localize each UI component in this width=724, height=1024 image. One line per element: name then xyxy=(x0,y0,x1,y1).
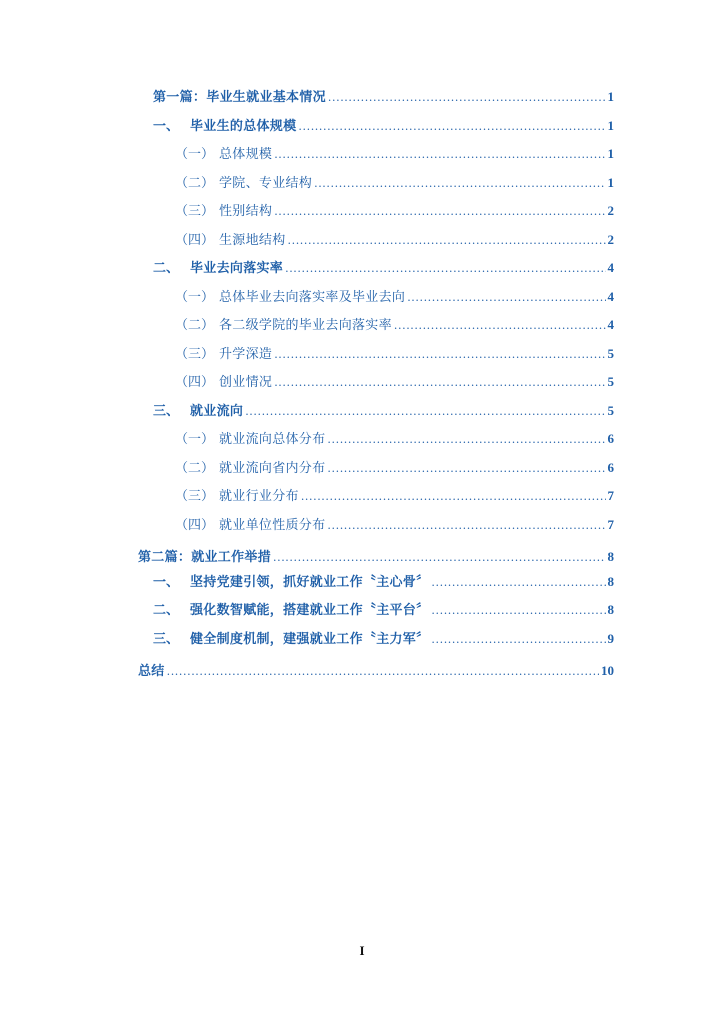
toc-page-number: 8 xyxy=(607,549,614,564)
dot-leader xyxy=(285,258,605,280)
toc-entry-number: （一） xyxy=(175,147,215,162)
dot-leader xyxy=(274,201,605,223)
toc-entry-subsection-2-4[interactable] xyxy=(175,371,614,393)
toc-entry-summary[interactable] xyxy=(138,660,614,682)
toc-entry-subsection-2-3[interactable] xyxy=(175,343,614,365)
toc-entry-number: （一） xyxy=(175,290,215,305)
toc-page-number: 5 xyxy=(607,346,614,361)
toc-entry-number: （四） xyxy=(175,375,215,390)
dot-leader xyxy=(327,429,605,451)
toc-entry-title: 坚持党建引领，抓好就业工作〝主心骨〞 xyxy=(190,575,430,590)
toc-entry-title: 第二篇：就业工作举措 xyxy=(138,550,272,565)
footer-page-number: I xyxy=(359,943,365,958)
toc-entry-number: （一） xyxy=(175,432,215,447)
toc-entry-title: 强化数智赋能，搭建就业工作〝主平台〞 xyxy=(190,603,430,618)
toc-entry-number: （二） xyxy=(175,176,215,191)
toc-entry-measure-2[interactable] xyxy=(153,599,614,621)
toc-page-number: 4 xyxy=(607,260,614,275)
toc-entry-title: 学院、专业结构 xyxy=(219,176,313,191)
toc-entry-section-2[interactable] xyxy=(153,257,614,279)
toc-entry-number: 一、 xyxy=(153,119,180,134)
toc-entry-number: （四） xyxy=(175,233,215,248)
toc-entry-subsection-1-1[interactable] xyxy=(175,143,614,165)
toc-page-number: 8 xyxy=(607,574,614,589)
toc-entry-number: （二） xyxy=(175,461,215,476)
toc-entry-part-2[interactable] xyxy=(138,546,614,568)
toc-entry-title: 总体规模 xyxy=(219,147,273,162)
dot-leader xyxy=(407,287,605,309)
dot-leader xyxy=(301,486,606,508)
toc-entry-title: 性别结构 xyxy=(219,204,273,219)
toc-page-number: 1 xyxy=(607,146,614,161)
toc-entry-subsection-3-3[interactable] xyxy=(175,485,614,507)
toc-entry-title: 总体毕业去向落实率及毕业去向 xyxy=(219,290,406,305)
toc-entry-number: 三、 xyxy=(153,632,180,647)
toc-page-number: 8 xyxy=(607,602,614,617)
toc-entry-title: 创业情况 xyxy=(219,375,273,390)
toc-entry-title: 毕业去向落实率 xyxy=(190,261,284,276)
dot-leader xyxy=(298,116,605,138)
toc-page-number: 4 xyxy=(607,289,614,304)
toc-entry-title: 就业行业分布 xyxy=(219,489,299,504)
dot-leader xyxy=(394,315,606,337)
toc-entry-subsection-3-4[interactable] xyxy=(175,514,614,536)
toc-page-number: 1 xyxy=(607,89,614,104)
toc-entry-section-3[interactable] xyxy=(153,400,614,422)
dot-leader xyxy=(431,600,605,622)
toc-page-number: 6 xyxy=(607,431,614,446)
toc-entry-section-1[interactable] xyxy=(153,115,614,137)
toc-entry-subsection-1-2[interactable] xyxy=(175,172,614,194)
toc-entry-number: （三） xyxy=(175,204,215,219)
toc-entry-number: （三） xyxy=(175,347,215,362)
toc-entry-title: 升学深造 xyxy=(219,347,273,362)
toc-entry-title: 生源地结构 xyxy=(219,233,286,248)
toc-page-number: 5 xyxy=(607,403,614,418)
dot-leader xyxy=(167,661,599,683)
toc-entry-subsection-1-4[interactable] xyxy=(175,229,614,251)
toc-entry-subsection-1-3[interactable] xyxy=(175,200,614,222)
dot-leader xyxy=(273,547,605,569)
toc-page-number: 4 xyxy=(607,317,614,332)
toc-entry-title: 第一篇：毕业生就业基本情况 xyxy=(153,90,326,105)
toc-entry-subsection-2-1[interactable] xyxy=(175,286,614,308)
toc-entry-title: 就业流向总体分布 xyxy=(219,432,326,447)
dot-leader xyxy=(274,372,605,394)
toc-page-number: 9 xyxy=(607,631,614,646)
toc-entry-measure-1[interactable] xyxy=(153,571,614,593)
toc-entry-number: （三） xyxy=(175,489,215,504)
toc-entry-title: 就业单位性质分布 xyxy=(219,518,326,533)
toc-page-number: 1 xyxy=(607,118,614,133)
toc-page-number: 7 xyxy=(607,517,614,532)
toc-entry-number: 二、 xyxy=(153,261,180,276)
toc-entry-number: （四） xyxy=(175,518,215,533)
toc-entry-title: 总结 xyxy=(138,664,165,679)
toc-entry-title: 健全制度机制，建强就业工作〝主力军〞 xyxy=(190,632,430,647)
dot-leader xyxy=(327,458,605,480)
toc-entry-title: 就业流向 xyxy=(190,404,244,419)
toc-entry-title: 就业流向省内分布 xyxy=(219,461,326,476)
dot-leader xyxy=(431,629,605,651)
toc-entry-subsection-3-2[interactable] xyxy=(175,457,614,479)
toc-entry-title: 毕业生的总体规模 xyxy=(190,119,297,134)
dot-leader xyxy=(328,87,606,109)
toc-page-number: 6 xyxy=(607,460,614,475)
dot-leader xyxy=(314,173,605,195)
dot-leader xyxy=(327,515,605,537)
toc-entry-subsection-2-2[interactable] xyxy=(175,314,614,336)
dot-leader xyxy=(288,230,606,252)
toc-page-number: 10 xyxy=(601,663,614,678)
dot-leader xyxy=(245,401,605,423)
dot-leader xyxy=(431,572,605,594)
dot-leader xyxy=(274,344,605,366)
toc-page-number: 2 xyxy=(607,232,614,247)
toc-entry-measure-3[interactable] xyxy=(153,628,614,650)
toc-entry-number: 一、 xyxy=(153,575,180,590)
toc-entry-number: 三、 xyxy=(153,404,180,419)
toc-entry-part-1[interactable] xyxy=(153,86,614,108)
toc-entry-title: 各二级学院的毕业去向落实率 xyxy=(219,318,392,333)
toc-page-number: 2 xyxy=(607,203,614,218)
toc-entry-number: （二） xyxy=(175,318,215,333)
toc-entry-number: 二、 xyxy=(153,603,180,618)
toc-page-number: 1 xyxy=(607,175,614,190)
dot-leader xyxy=(274,144,605,166)
toc-page-number: 5 xyxy=(607,374,614,389)
toc-page-number: 7 xyxy=(607,488,614,503)
toc-entry-subsection-3-1[interactable] xyxy=(175,428,614,450)
